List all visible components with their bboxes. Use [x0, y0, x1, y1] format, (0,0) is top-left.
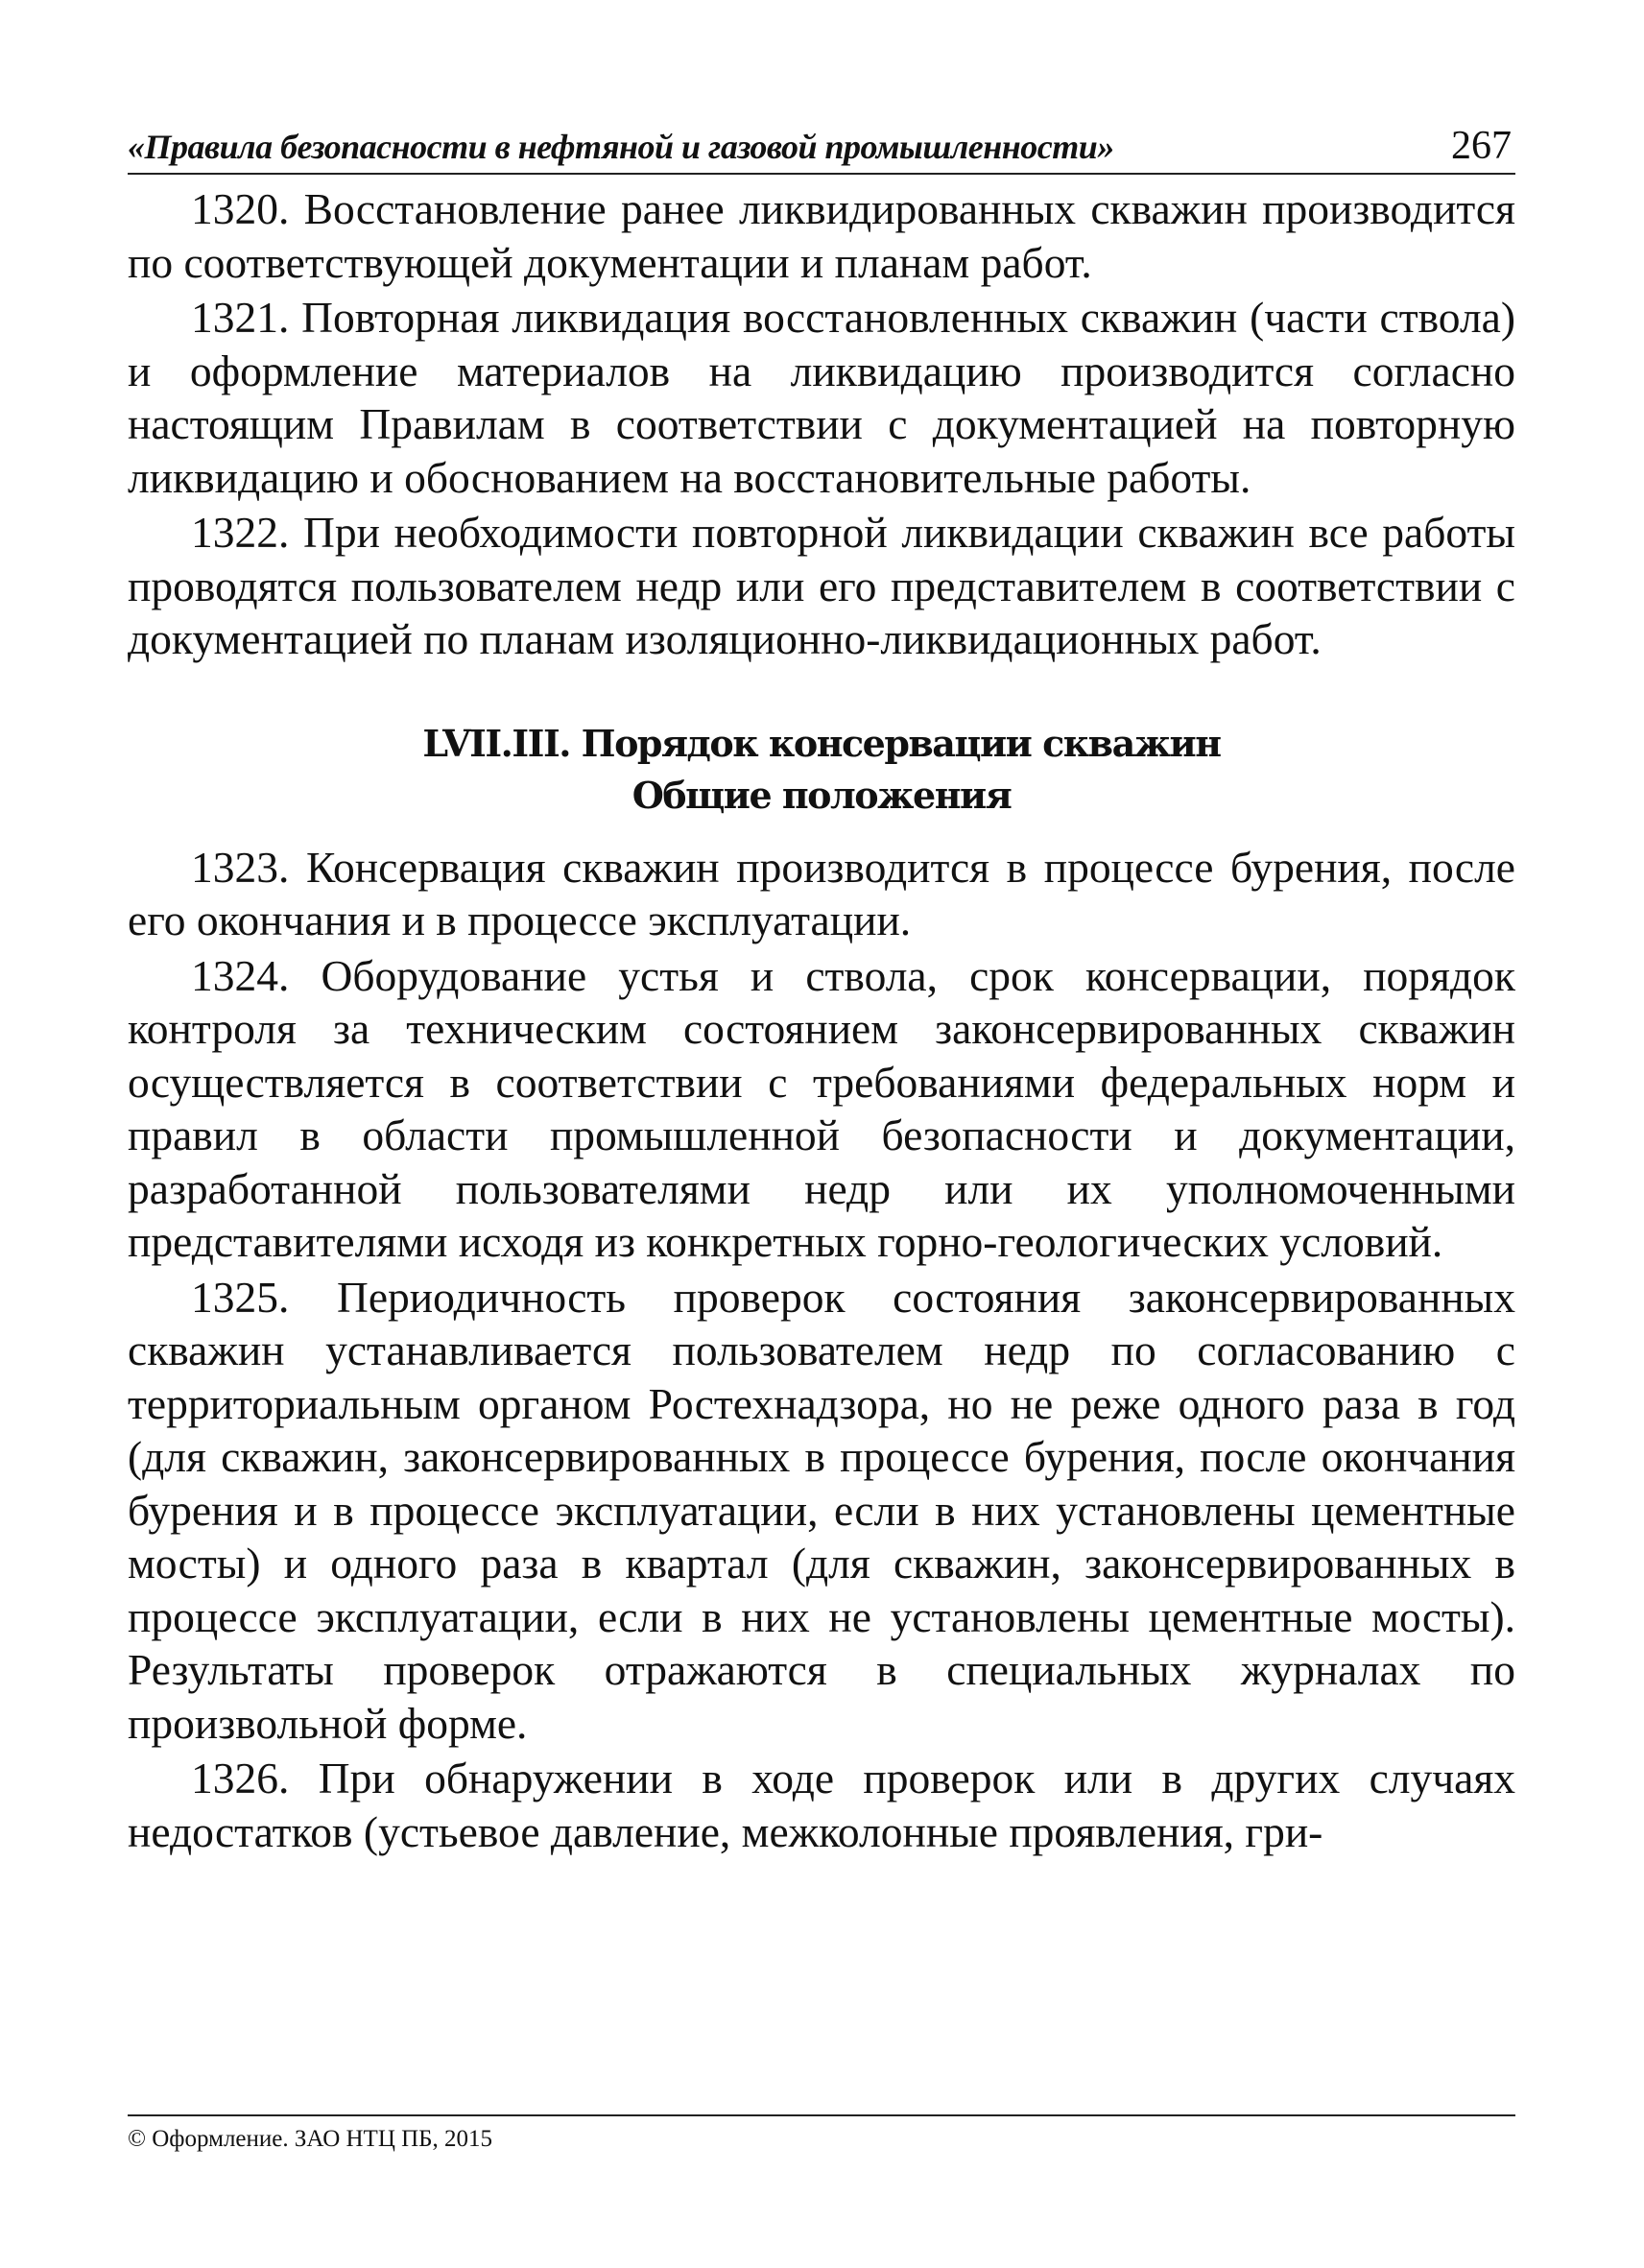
paragraph-1321: 1321. Повторная ликвидация восстановленных скважин (части ствола) и оформление материалов на ликвидацию производится согласно настоящим Правилам в соответствии с документацией на повторную ликвидацию и обоснованием на восстановительные работы.: [128, 293, 1515, 502]
running-title: «Правила безопасности в нефтяной и газовой промышленности»: [128, 128, 1114, 166]
section-heading: [128, 718, 1515, 822]
paragraph-1324: 1324. Оборудование устья и ствола, срок консервации, порядок контроля за техническим состоянием законсервированных скважин осуществляется в соответствии с требованиями федеральных норм и правил в области промышленной безопасности и документации, разработанной пользователями недр или их уполномоченными представителями исходя из конкретных горно-геологических условий.: [128, 950, 1515, 1266]
paragraph-1326: 1326. При обнаружении в ходе проверок или в других случаях недостатков (устьевое давление, межколонные проявления, гри-: [128, 1754, 1515, 1856]
section-subtitle: Общие положения: [631, 773, 1012, 817]
paragraph-1320: 1320. Восстановление ранее ликвидированных скважин производится по соответствующей документации и планам работ.: [128, 184, 1515, 287]
page-number: 267: [1451, 124, 1512, 168]
paragraph-1325: 1325. Периодичность проверок состояния законсервированных скважин устанавливается пользователем недр по согласованию с территориальным органом Ростехнадзора, но не реже одного раза в год (для скважин, законсервированных в процессе бурения, после окончания бурения и в процессе эксплуатации, если в них установлены цементные мосты) и одного раза в квартал (для скважин, законсервированных в процессе эксплуатации, если в них не установлены цементные мосты). Результаты проверок отражаются в специальных журналах по произвольной форме.: [128, 1272, 1515, 1748]
page-footer: [128, 2114, 1515, 2153]
copyright-notice: © Оформление. ЗАО НТЦ ПБ, 2015: [128, 2126, 493, 2152]
running-header: [128, 113, 1515, 175]
document-page: [128, 113, 1515, 2177]
document-body: [128, 182, 1515, 1858]
paragraph-1323: 1323. Консервация скважин производится в процессе бурения, после его окончания и в процессе эксплуатации.: [128, 842, 1515, 944]
paragraph-1322: 1322. При необходимости повторной ликвидации скважин все работы проводятся пользователем недр или его представителем в соответствии с документацией по планам изоляционно-ликвидационных работ.: [128, 508, 1515, 663]
section-title: LVII.III. Порядок консервации скважин: [422, 721, 1221, 765]
